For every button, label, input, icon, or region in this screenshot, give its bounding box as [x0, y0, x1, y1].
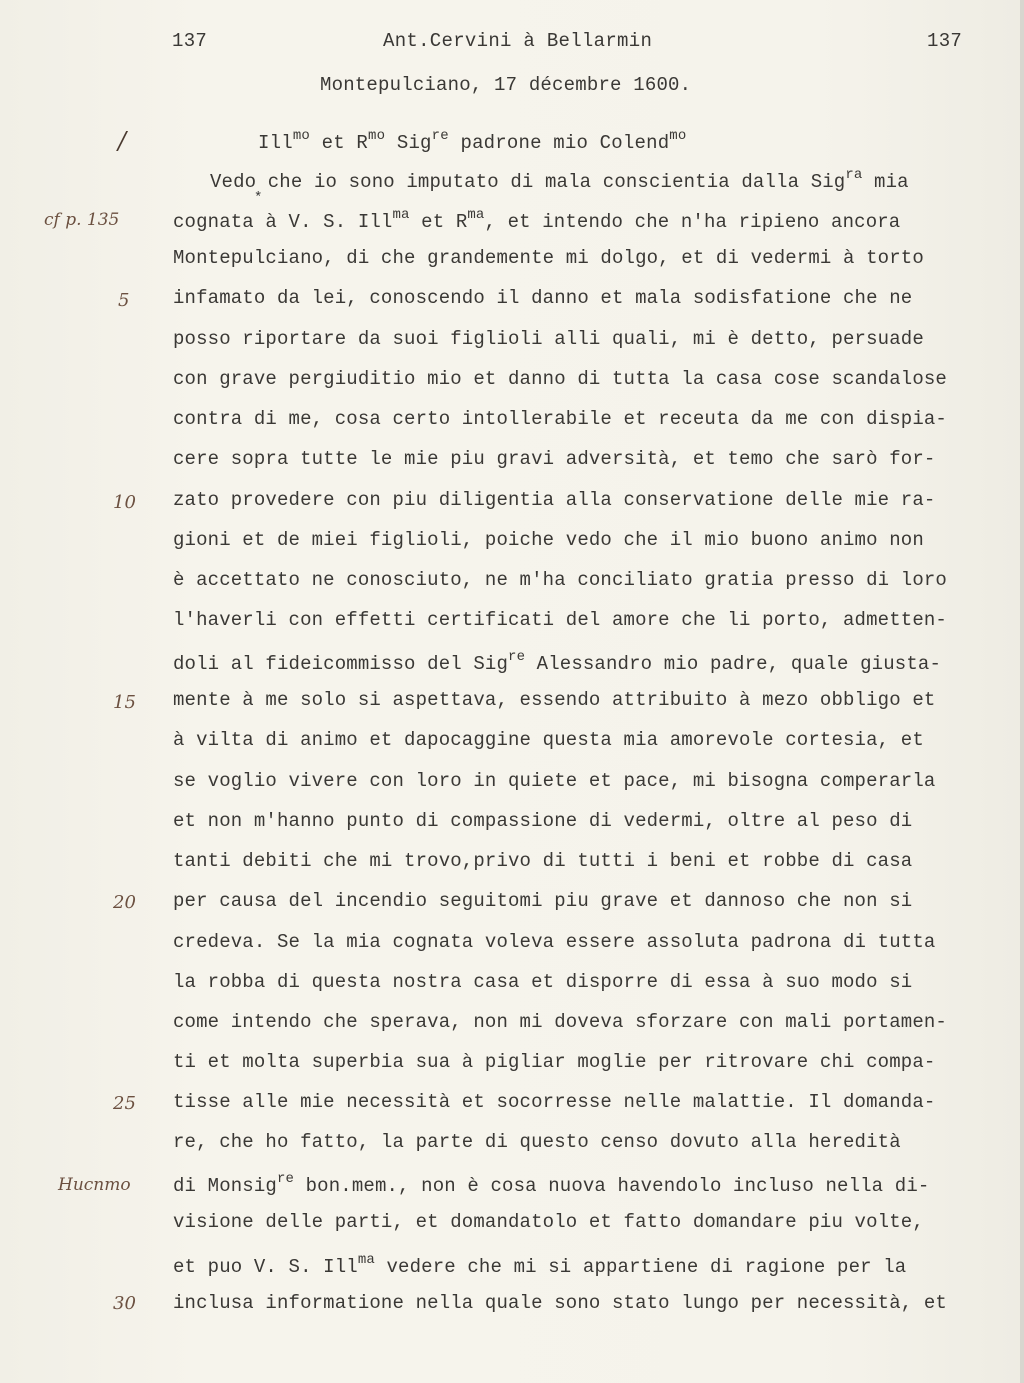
body-line: inclusa informatione nella quale sono stato lungo per necessità, et: [173, 1292, 947, 1314]
body-line: di Monsig$^{re}$ bon.mem., non è cosa nuova havendolo incluso nella di-: [173, 1171, 930, 1197]
body-line: re, che ho fatto, la parte di questo censo dovuto alla heredità: [173, 1131, 901, 1153]
body-line: cognata à V. S. Ill$^{ma}$ et $R^{ma}$, et intendo che n'ha ripieno ancora: [173, 207, 901, 233]
body-line: Vedo che io sono imputato di mala conscientia dalla Sig$^{ra}$ mia: [210, 167, 909, 193]
body-line: se voglio vivere con loro in quiete et pace, mi bisogna comperarla: [173, 770, 936, 792]
date-line: Montepulciano, 17 décembre 1600.: [320, 74, 692, 96]
body-line: et non m'hanno punto di compassione di vedermi, oltre al peso di: [173, 810, 913, 832]
salutation: Ill$^{mo}$ et $R^{mo}$ Sig$^{re}$ padrone mio Colend$^{mo}$: [258, 128, 687, 154]
margin-note-name: Hucnmo: [58, 1175, 131, 1195]
margin-line-number-25: 25: [113, 1093, 136, 1114]
margin-line-number-20: 20: [113, 892, 136, 913]
margin-line-number-15: 15: [113, 692, 136, 713]
body-line: è accettato ne conosciuto, ne m'ha conciliato gratia presso di loro: [173, 569, 947, 591]
body-line: ti et molta superbia sua à pigliar moglie per ritrovare chi compa-: [173, 1051, 936, 1073]
margin-line-number-10: 10: [113, 492, 136, 513]
page-number-right: 137: [927, 30, 963, 52]
body-line: visione delle parti, et domandatolo et fatto domandare piu volte,: [173, 1211, 924, 1233]
body-line: cere sopra tutte le mie piu gravi adversità, et temo che sarò for-: [173, 448, 936, 470]
page-header: [0, 30, 1024, 60]
body-line: zato provedere con piu diligentia alla conservatione delle mie ra-: [173, 489, 936, 511]
body-line: l'haverli con effetti certificati del amore che li porto, admetten-: [173, 609, 947, 631]
body-line: con grave pergiuditio mio et danno di tutta la casa cose scandalose: [173, 368, 947, 390]
body-line: gioni et de miei figlioli, poiche vedo che il mio buono animo non: [173, 529, 924, 551]
margin-slash-mark: /: [118, 127, 127, 155]
body-line: posso riportare da suoi figlioli alli quali, mi è detto, persuade: [173, 328, 924, 350]
body-line: et puo V. S. Ill$^{ma}$ vedere che mi si appartiene di ragione per la: [173, 1252, 907, 1278]
body-line: tanti debiti che mi trovo,privo di tutti i beni et robbe di casa: [173, 850, 913, 872]
body-line: la robba di questa nostra casa et disporre di essa à suo modo si: [173, 971, 913, 993]
body-line: tisse alle mie necessità et socorresse nelle malattie. Il domanda-: [173, 1091, 936, 1113]
body-line: per causa del incendio seguitomi piu grave et dannoso che non si: [173, 890, 913, 912]
body-line: infamato da lei, conoscendo il danno et mala sodisfatione che ne: [173, 287, 913, 309]
page-number-left: 137: [172, 30, 208, 52]
margin-note-cross-reference: cf p. 135: [44, 210, 120, 230]
body-line: mente à me solo si aspettava, essendo attribuito à mezo obbligo et: [173, 689, 936, 711]
body-line: contra di me, cosa certo intollerabile et receuta da me con dispia-: [173, 408, 947, 430]
body-line: credeva. Se la mia cognata voleva essere assoluta padrona di tutta: [173, 931, 936, 953]
margin-line-number-5: 5: [118, 290, 130, 311]
page-edge: [1020, 0, 1024, 1383]
margin-line-number-30: 30: [113, 1293, 136, 1314]
body-line: doli al fideicommisso del Sig$^{re}$ Alessandro mio padre, quale giusta-: [173, 649, 941, 675]
body-line: Montepulciano, di che grandemente mi dolgo, et di vedermi à torto: [173, 247, 924, 269]
body-line: come intendo che sperava, non mi doveva sforzare con mali portamen-: [173, 1011, 947, 1033]
asterisk-mark: *: [254, 190, 263, 206]
letter-title: Ant.Cervini à Bellarmin: [383, 30, 653, 52]
body-line: à vilta di animo et dapocaggine questa mia amorevole cortesia, et: [173, 729, 924, 751]
